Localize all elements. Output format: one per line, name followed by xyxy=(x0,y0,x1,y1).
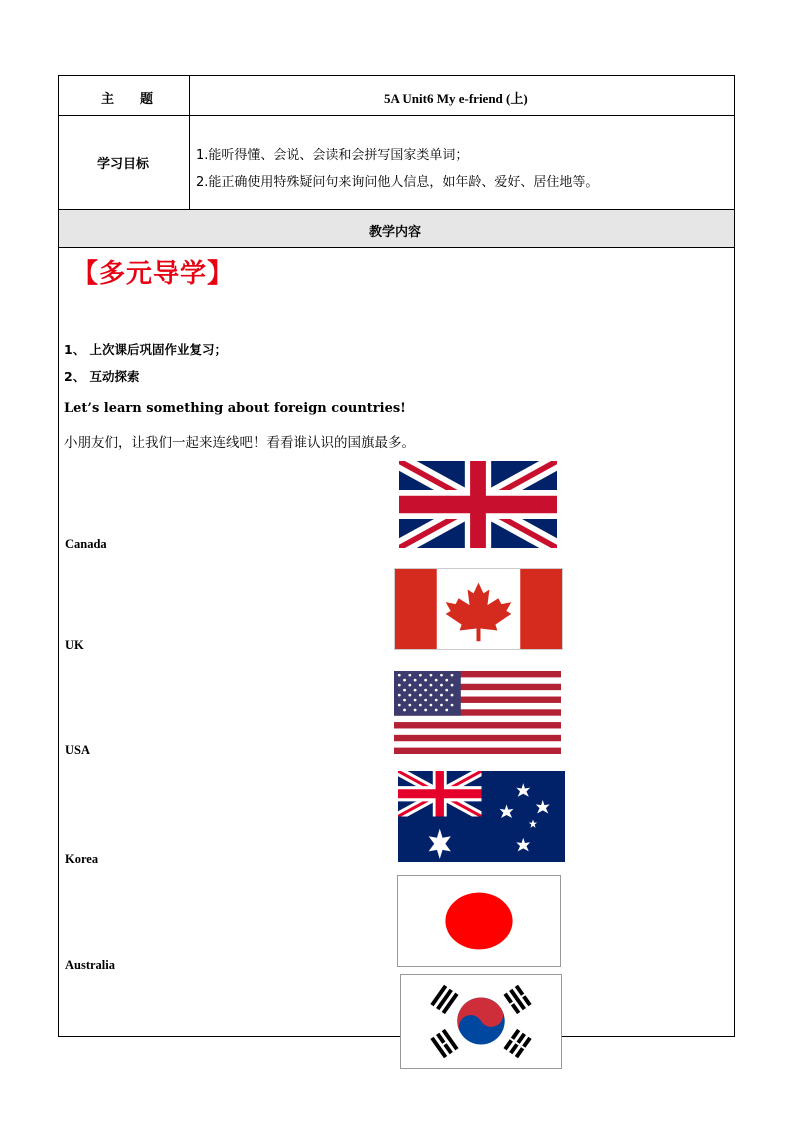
content-label: 教学内容 xyxy=(369,225,422,240)
japan-flag-icon xyxy=(397,875,561,967)
topic-value: 5A Unit6 My e-friend (上) xyxy=(384,91,528,106)
uk-flag-icon xyxy=(399,461,557,548)
topic-label: 主 题 xyxy=(101,92,154,107)
content-header-row xyxy=(59,210,734,248)
prompt-english: Let’s learn something about foreign countries! xyxy=(64,401,406,416)
goal-label: 学习目标 xyxy=(97,157,150,172)
country-australia: Australia xyxy=(65,958,115,972)
country-korea: Korea xyxy=(65,852,99,866)
goal-2: 2.能正确使用特殊疑问句来询问他人信息，如年龄、爱好、居住地等。 xyxy=(196,175,599,190)
country-usa: USA xyxy=(65,743,91,757)
list-item: 2、 互动探索 xyxy=(64,369,140,384)
prompt-chinese: 小朋友们，让我们一起来连线吧！看看谁认识的国旗最多。 xyxy=(64,435,415,451)
section-title: 【多元导学】 xyxy=(72,259,235,289)
list-item: 1、 上次课后巩固作业复习； xyxy=(64,342,228,357)
canada-flag-icon xyxy=(394,568,563,650)
country-canada: Canada xyxy=(65,537,107,551)
topic-row xyxy=(59,76,734,116)
goal-1: 1.能听得懂、会说、会读和会拼写国家类单词； xyxy=(196,148,469,163)
australia-flag-icon xyxy=(398,771,565,862)
goal-row xyxy=(59,116,734,210)
usa-flag-icon xyxy=(394,671,561,754)
korea-flag-icon xyxy=(400,974,562,1069)
country-uk: UK xyxy=(65,638,84,652)
